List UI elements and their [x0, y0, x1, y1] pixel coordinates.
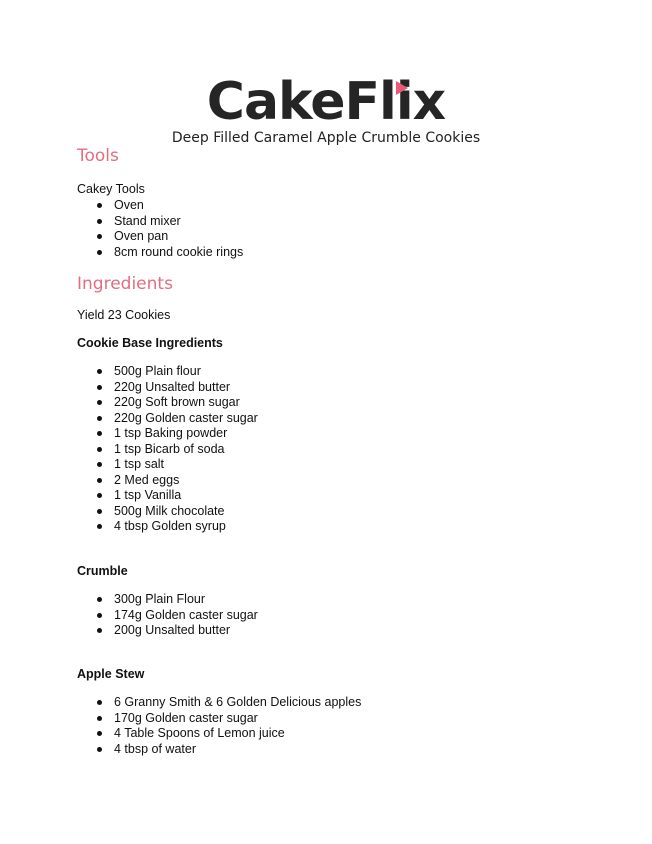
recipe-title: Deep Filled Caramel Apple Crumble Cookies [171, 130, 481, 146]
tools-list [96, 198, 243, 260]
list-item: 500g Plain flour [96, 364, 258, 380]
list-item: Oven [96, 198, 243, 214]
logo-play-triangle-icon [396, 81, 408, 95]
cakeflix-logo [0, 72, 652, 132]
list-item: Oven pan [96, 229, 243, 245]
list-item: 220g Unsalted butter [96, 380, 258, 396]
list-item: 1 tsp Bicarb of soda [96, 442, 258, 458]
list-item: 220g Soft brown sugar [96, 395, 258, 411]
list-item: 220g Golden caster sugar [96, 411, 258, 427]
ingredients-heading: Ingredients [77, 274, 173, 294]
apple-stew-list [96, 695, 361, 757]
cookie-base-list [96, 364, 258, 535]
list-item: 170g Golden caster sugar [96, 711, 361, 727]
list-item: 200g Unsalted butter [96, 623, 258, 639]
list-item: Stand mixer [96, 214, 243, 230]
crumble-list [96, 592, 258, 639]
yield-text: Yield 23 Cookies [77, 308, 171, 322]
tools-label: Cakey Tools [77, 182, 145, 196]
list-item: 1 tsp Baking powder [96, 426, 258, 442]
list-item: 4 tbsp Golden syrup [96, 519, 258, 535]
list-item: 1 tsp Vanilla [96, 488, 258, 504]
crumble-heading: Crumble [77, 564, 128, 578]
list-item: 300g Plain Flour [96, 592, 258, 608]
tools-heading: Tools [77, 146, 119, 166]
list-item: 6 Granny Smith & 6 Golden Delicious apples [96, 695, 361, 711]
logo-text: CakeFlix [206, 72, 446, 132]
apple-stew-heading: Apple Stew [77, 667, 145, 681]
cookie-base-heading: Cookie Base Ingredients [77, 336, 223, 350]
list-item: 174g Golden caster sugar [96, 608, 258, 624]
list-item: 2 Med eggs [96, 473, 258, 489]
list-item: 4 tbsp of water [96, 742, 361, 758]
list-item: 8cm round cookie rings [96, 245, 243, 261]
list-item: 1 tsp salt [96, 457, 258, 473]
list-item: 4 Table Spoons of Lemon juice [96, 726, 361, 742]
list-item: 500g Milk chocolate [96, 504, 258, 520]
